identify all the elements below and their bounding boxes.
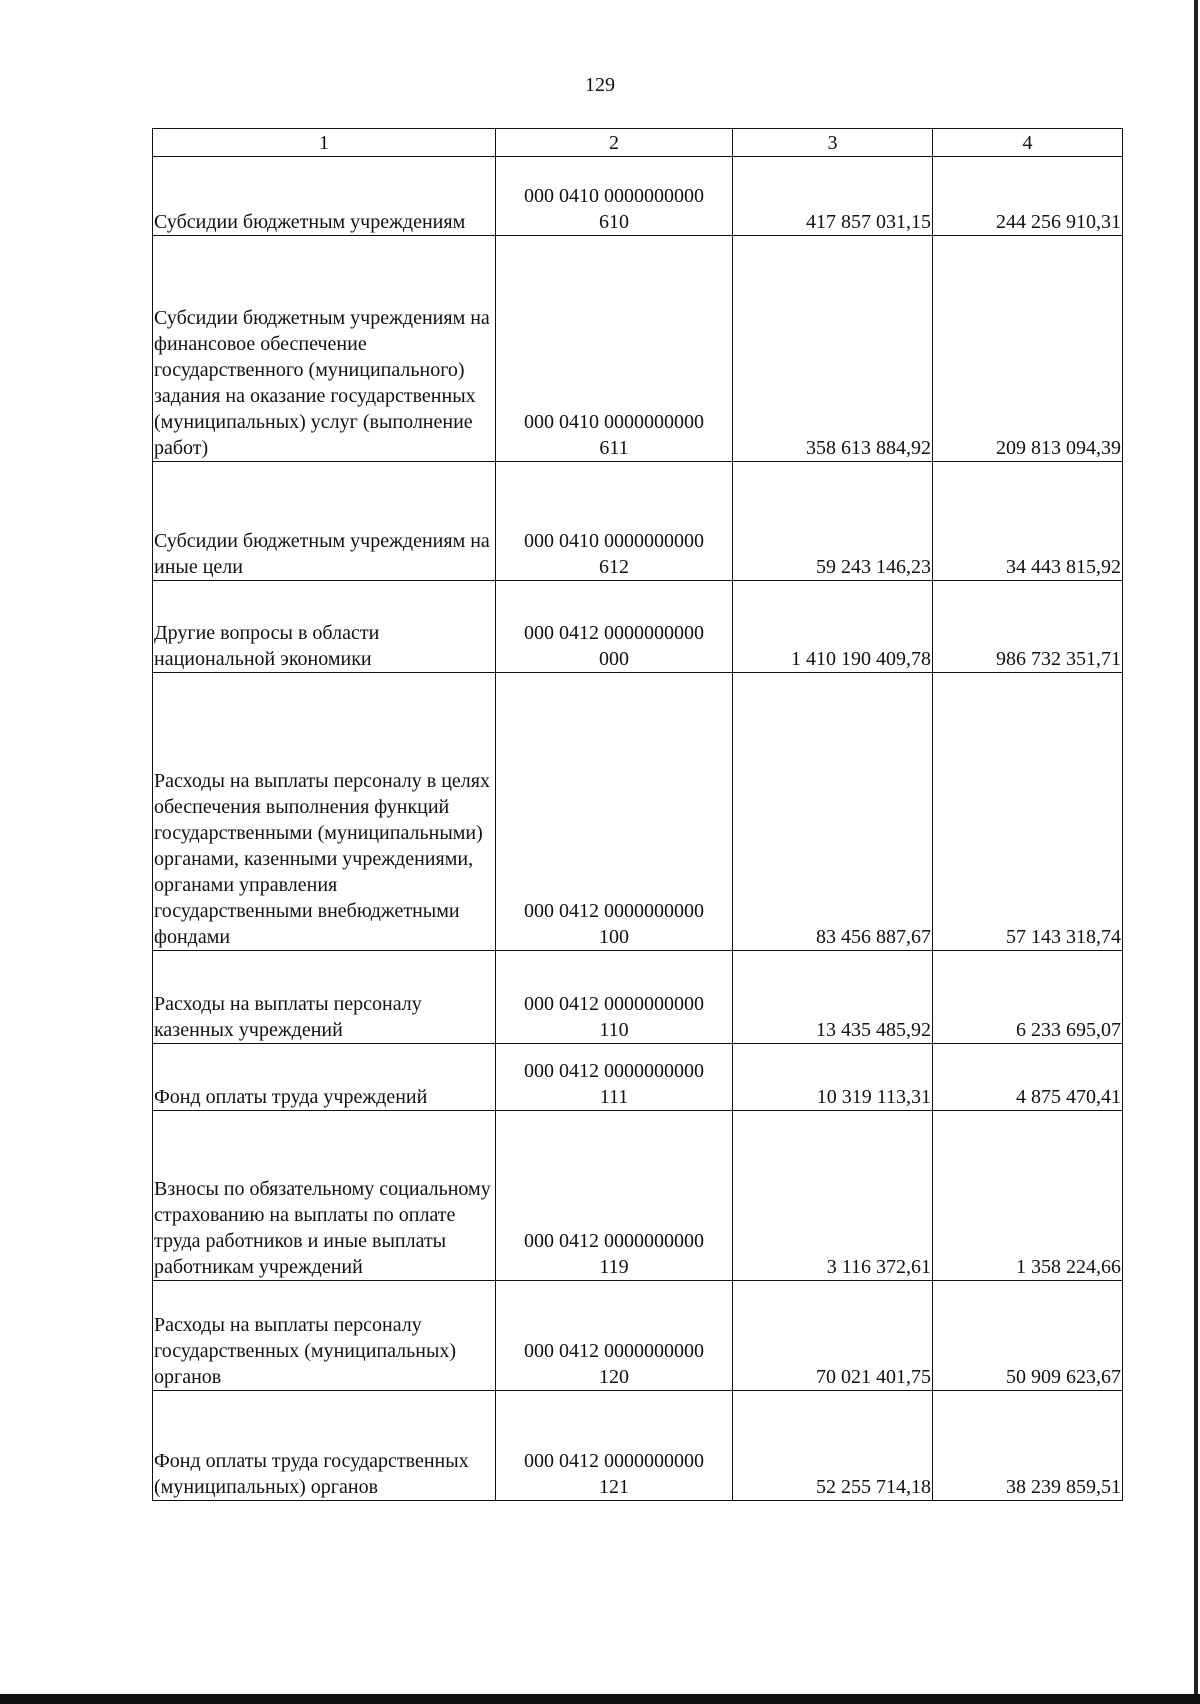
row-value-col4: 1 358 224,66 [933, 1111, 1123, 1281]
row-name: Субсидии бюджетным учреждениям на финансовое обеспечение государственного (муниципального) задания на оказание государственных (муниципальных) услуг (выполнение работ) [153, 236, 496, 462]
row-value-col4: 209 813 094,39 [933, 236, 1123, 462]
code-line-2: 611 [599, 437, 629, 459]
code-line-1: 000 0412 0000000000 [524, 1450, 704, 1472]
row-value-col3: 52 255 714,18 [733, 1391, 933, 1501]
row-value-col4: 57 143 318,74 [933, 673, 1123, 951]
row-value-col4: 34 443 815,92 [933, 462, 1123, 581]
row-name: Субсидии бюджетным учреждениям [153, 157, 496, 236]
row-value-col4: 50 909 623,67 [933, 1281, 1123, 1391]
code-line-2: 100 [599, 926, 629, 948]
page-number: 129 [585, 74, 615, 96]
table-row [153, 1281, 1123, 1391]
code-line-2: 119 [599, 1256, 629, 1278]
code-line-1: 000 0412 0000000000 [524, 900, 704, 922]
row-value-col3: 59 243 146,23 [733, 462, 933, 581]
code-line-2: 610 [599, 211, 629, 233]
table-row [153, 236, 1123, 462]
header-cell: 3 [733, 129, 933, 157]
code-line-1: 000 0412 0000000000 [524, 622, 704, 644]
row-name: Взносы по обязательному социальному страхованию на выплаты по оплате труда работников и иные выплаты работникам учреждений [153, 1111, 496, 1281]
code-line-1: 000 0412 0000000000 [524, 1340, 704, 1362]
row-value-col4: 38 239 859,51 [933, 1391, 1123, 1501]
header-row [153, 129, 1123, 157]
row-value-col4: 6 233 695,07 [933, 951, 1123, 1044]
header-cell: 4 [933, 129, 1123, 157]
table-row [153, 951, 1123, 1044]
code-line-1: 000 0410 0000000000 [524, 530, 704, 552]
row-value-col4: 986 732 351,71 [933, 581, 1123, 673]
row-name: Субсидии бюджетным учреждениям на иные цели [153, 462, 496, 581]
table-row [153, 1044, 1123, 1111]
header-cell: 2 [496, 129, 733, 157]
table-row [153, 1391, 1123, 1501]
row-value-col4: 244 256 910,31 [933, 157, 1123, 236]
row-name: Фонд оплаты труда учреждений [153, 1044, 496, 1111]
code-line-2: 120 [599, 1366, 629, 1388]
code-line-2: 111 [599, 1086, 629, 1108]
table-row [153, 1111, 1123, 1281]
row-value-col3: 417 857 031,15 [733, 157, 933, 236]
row-code [496, 951, 733, 1044]
code-line-2: 000 [599, 648, 629, 670]
row-value-col3: 10 319 113,31 [733, 1044, 933, 1111]
row-name: Другие вопросы в области национальной экономики [153, 581, 496, 673]
row-code [496, 673, 733, 951]
code-line-1: 000 0410 0000000000 [524, 411, 704, 433]
code-line-2: 612 [599, 556, 629, 578]
row-value-col4: 4 875 470,41 [933, 1044, 1123, 1111]
row-value-col3: 1 410 190 409,78 [733, 581, 933, 673]
budget-table [152, 128, 1123, 1501]
code-line-1: 000 0412 0000000000 [524, 1230, 704, 1252]
code-line-2: 110 [599, 1019, 629, 1041]
row-code [496, 1044, 733, 1111]
table-row [153, 462, 1123, 581]
table-row [153, 157, 1123, 236]
row-code [496, 1281, 733, 1391]
table-row [153, 673, 1123, 951]
row-name: Расходы на выплаты персоналу государственных (муниципальных) органов [153, 1281, 496, 1391]
table-row [153, 581, 1123, 673]
row-code [496, 236, 733, 462]
row-value-col3: 70 021 401,75 [733, 1281, 933, 1391]
row-name: Расходы на выплаты персоналу в целях обеспечения выполнения функций государственными (муниципальными) органами, казенными учреждениями, органами управления государственными внебюджетными фондами [153, 673, 496, 951]
scan-edge-right [1194, 0, 1198, 1704]
row-code [496, 1111, 733, 1281]
scan-edge-bottom [0, 1694, 1200, 1704]
row-code [496, 1391, 733, 1501]
code-line-1: 000 0410 0000000000 [524, 185, 704, 207]
row-code [496, 462, 733, 581]
row-code [496, 581, 733, 673]
row-value-col3: 83 456 887,67 [733, 673, 933, 951]
row-value-col3: 358 613 884,92 [733, 236, 933, 462]
code-line-1: 000 0412 0000000000 [524, 1060, 704, 1082]
row-name: Фонд оплаты труда государственных (муниципальных) органов [153, 1391, 496, 1501]
code-line-2: 121 [599, 1476, 629, 1498]
row-value-col3: 13 435 485,92 [733, 951, 933, 1044]
row-value-col3: 3 116 372,61 [733, 1111, 933, 1281]
header-cell: 1 [153, 129, 496, 157]
code-line-1: 000 0412 0000000000 [524, 993, 704, 1015]
row-name: Расходы на выплаты персоналу казенных учреждений [153, 951, 496, 1044]
row-code [496, 157, 733, 236]
